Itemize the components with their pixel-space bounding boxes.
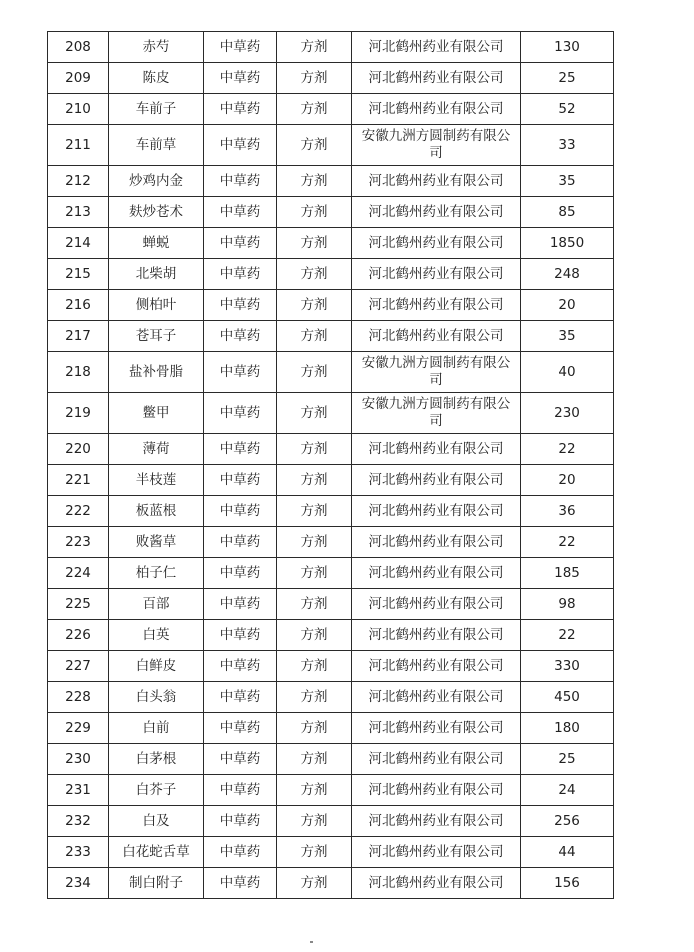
cell-company [352,465,521,496]
table-row [48,259,614,290]
cell-drug-name: 薄荷 [109,434,204,465]
cell-quantity: 33 [521,125,614,166]
table-row [48,589,614,620]
cell-company [352,713,521,744]
cell-drug-name: 白芥子 [109,775,204,806]
cell-category: 中草药 [204,837,277,868]
scan-speck [310,941,313,943]
cell-company [352,837,521,868]
cell-number: 220 [48,434,109,465]
company-text: 河北鹤州药业有限公司 [368,750,504,767]
cell-quantity: 20 [521,465,614,496]
table-row [48,744,614,775]
cell-company [352,321,521,352]
table-row [48,465,614,496]
cell-drug-name: 白及 [109,806,204,837]
cell-number: 210 [48,94,109,125]
cell-category: 中草药 [204,352,277,393]
company-text: 河北鹤州药业有限公司 [368,719,504,736]
cell-drug-name: 败酱草 [109,527,204,558]
cell-company [352,393,521,434]
cell-number: 225 [48,589,109,620]
cell-quantity: 22 [521,527,614,558]
cell-quantity: 185 [521,558,614,589]
company-text: 河北鹤州药业有限公司 [368,471,504,488]
table-row [48,63,614,94]
table-row [48,682,614,713]
cell-quantity: 1850 [521,228,614,259]
cell-category: 中草药 [204,775,277,806]
cell-quantity: 24 [521,775,614,806]
cell-category: 中草药 [204,166,277,197]
cell-type: 方剂 [277,558,352,589]
cell-drug-name: 白前 [109,713,204,744]
cell-quantity: 40 [521,352,614,393]
cell-category: 中草药 [204,620,277,651]
cell-drug-name: 白鲜皮 [109,651,204,682]
cell-number: 228 [48,682,109,713]
cell-type: 方剂 [277,434,352,465]
cell-quantity: 230 [521,393,614,434]
table-row [48,868,614,899]
drug-inventory-table [47,31,614,899]
cell-drug-name: 白花蛇舌草 [109,837,204,868]
cell-category: 中草药 [204,744,277,775]
cell-drug-name: 炒鸡内金 [109,166,204,197]
cell-quantity: 98 [521,589,614,620]
cell-category: 中草药 [204,321,277,352]
cell-drug-name: 麸炒苍术 [109,197,204,228]
cell-type: 方剂 [277,259,352,290]
table-row [48,713,614,744]
cell-category: 中草药 [204,63,277,94]
company-text: 河北鹤州药业有限公司 [368,440,504,457]
cell-company [352,775,521,806]
cell-category: 中草药 [204,259,277,290]
cell-company [352,32,521,63]
cell-number: 216 [48,290,109,321]
cell-type: 方剂 [277,496,352,527]
cell-company [352,558,521,589]
cell-drug-name: 白头翁 [109,682,204,713]
cell-drug-name: 侧柏叶 [109,290,204,321]
company-text: 河北鹤州药业有限公司 [368,502,504,519]
cell-category: 中草药 [204,94,277,125]
cell-number: 209 [48,63,109,94]
cell-number: 212 [48,166,109,197]
cell-drug-name: 车前草 [109,125,204,166]
cell-company [352,620,521,651]
table-row [48,527,614,558]
cell-company [352,682,521,713]
cell-type: 方剂 [277,713,352,744]
cell-category: 中草药 [204,682,277,713]
table-row [48,321,614,352]
cell-category: 中草药 [204,527,277,558]
company-text: 河北鹤州药业有限公司 [368,172,504,189]
company-text: 河北鹤州药业有限公司 [368,657,504,674]
company-text: 河北鹤州药业有限公司 [368,234,504,251]
company-text: 河北鹤州药业有限公司 [368,781,504,798]
table-row [48,393,614,434]
cell-category: 中草药 [204,290,277,321]
table-row [48,651,614,682]
cell-type: 方剂 [277,393,352,434]
table-row [48,558,614,589]
cell-quantity: 44 [521,837,614,868]
cell-number: 217 [48,321,109,352]
cell-quantity: 248 [521,259,614,290]
cell-category: 中草药 [204,197,277,228]
cell-drug-name: 车前子 [109,94,204,125]
cell-drug-name: 白茅根 [109,744,204,775]
cell-drug-name: 北柴胡 [109,259,204,290]
cell-category: 中草药 [204,589,277,620]
cell-type: 方剂 [277,228,352,259]
cell-type: 方剂 [277,290,352,321]
company-text: 河北鹤州药业有限公司 [368,69,504,86]
cell-company [352,125,521,166]
cell-quantity: 35 [521,166,614,197]
cell-number: 226 [48,620,109,651]
cell-number: 223 [48,527,109,558]
cell-category: 中草药 [204,32,277,63]
table-row [48,290,614,321]
table-row [48,32,614,63]
cell-drug-name: 白英 [109,620,204,651]
cell-number: 232 [48,806,109,837]
cell-category: 中草药 [204,806,277,837]
company-text: 安徽九洲方圆制药有限公司 [361,128,511,161]
cell-category: 中草药 [204,434,277,465]
cell-number: 233 [48,837,109,868]
cell-quantity: 22 [521,434,614,465]
cell-quantity: 256 [521,806,614,837]
table-row [48,496,614,527]
cell-number: 208 [48,32,109,63]
cell-company [352,352,521,393]
table-row [48,620,614,651]
cell-category: 中草药 [204,651,277,682]
cell-drug-name: 板蓝根 [109,496,204,527]
cell-drug-name: 蝉蜕 [109,228,204,259]
table-body [48,32,614,899]
cell-drug-name: 苍耳子 [109,321,204,352]
cell-company [352,290,521,321]
cell-category: 中草药 [204,868,277,899]
cell-category: 中草药 [204,228,277,259]
cell-number: 219 [48,393,109,434]
company-text: 河北鹤州药业有限公司 [368,327,504,344]
company-text: 河北鹤州药业有限公司 [368,812,504,829]
company-text: 河北鹤州药业有限公司 [368,626,504,643]
cell-type: 方剂 [277,94,352,125]
cell-number: 211 [48,125,109,166]
cell-quantity: 180 [521,713,614,744]
cell-number: 234 [48,868,109,899]
cell-company [352,744,521,775]
cell-type: 方剂 [277,744,352,775]
cell-type: 方剂 [277,352,352,393]
cell-company [352,228,521,259]
cell-number: 214 [48,228,109,259]
cell-quantity: 130 [521,32,614,63]
cell-drug-name: 百部 [109,589,204,620]
cell-quantity: 330 [521,651,614,682]
cell-number: 222 [48,496,109,527]
table-row [48,197,614,228]
company-text: 河北鹤州药业有限公司 [368,203,504,220]
cell-quantity: 85 [521,197,614,228]
cell-drug-name: 半枝莲 [109,465,204,496]
cell-type: 方剂 [277,321,352,352]
cell-type: 方剂 [277,651,352,682]
cell-company [352,527,521,558]
cell-number: 221 [48,465,109,496]
table-row [48,125,614,166]
cell-type: 方剂 [277,166,352,197]
cell-type: 方剂 [277,465,352,496]
cell-type: 方剂 [277,837,352,868]
cell-company [352,496,521,527]
cell-type: 方剂 [277,125,352,166]
table-row [48,434,614,465]
cell-company [352,166,521,197]
cell-type: 方剂 [277,775,352,806]
company-text: 河北鹤州药业有限公司 [368,100,504,117]
cell-company [352,868,521,899]
cell-type: 方剂 [277,620,352,651]
cell-number: 218 [48,352,109,393]
cell-number: 215 [48,259,109,290]
cell-type: 方剂 [277,197,352,228]
cell-type: 方剂 [277,589,352,620]
cell-company [352,806,521,837]
cell-category: 中草药 [204,393,277,434]
cell-category: 中草药 [204,496,277,527]
cell-quantity: 25 [521,63,614,94]
company-text: 河北鹤州药业有限公司 [368,533,504,550]
company-text: 河北鹤州药业有限公司 [368,688,504,705]
cell-number: 230 [48,744,109,775]
cell-type: 方剂 [277,527,352,558]
company-text: 河北鹤州药业有限公司 [368,564,504,581]
cell-drug-name: 陈皮 [109,63,204,94]
cell-quantity: 20 [521,290,614,321]
cell-type: 方剂 [277,868,352,899]
cell-number: 213 [48,197,109,228]
company-text: 安徽九洲方圆制药有限公司 [361,355,511,388]
table-row [48,352,614,393]
cell-drug-name: 盐补骨脂 [109,352,204,393]
company-text: 安徽九洲方圆制药有限公司 [361,396,511,429]
cell-type: 方剂 [277,806,352,837]
cell-number: 229 [48,713,109,744]
table-row [48,806,614,837]
cell-number: 231 [48,775,109,806]
cell-drug-name: 柏子仁 [109,558,204,589]
cell-quantity: 52 [521,94,614,125]
cell-drug-name: 制白附子 [109,868,204,899]
cell-category: 中草药 [204,465,277,496]
cell-quantity: 450 [521,682,614,713]
cell-drug-name: 鳖甲 [109,393,204,434]
cell-category: 中草药 [204,713,277,744]
cell-drug-name: 赤芍 [109,32,204,63]
table-row [48,837,614,868]
cell-quantity: 156 [521,868,614,899]
company-text: 河北鹤州药业有限公司 [368,265,504,282]
cell-company [352,197,521,228]
company-text: 河北鹤州药业有限公司 [368,296,504,313]
table-row [48,166,614,197]
company-text: 河北鹤州药业有限公司 [368,38,504,55]
cell-quantity: 36 [521,496,614,527]
cell-type: 方剂 [277,32,352,63]
table-row [48,94,614,125]
cell-quantity: 35 [521,321,614,352]
cell-category: 中草药 [204,558,277,589]
cell-quantity: 22 [521,620,614,651]
company-text: 河北鹤州药业有限公司 [368,874,504,891]
cell-company [352,63,521,94]
cell-category: 中草药 [204,125,277,166]
table-row [48,775,614,806]
company-text: 河北鹤州药业有限公司 [368,595,504,612]
company-text: 河北鹤州药业有限公司 [368,843,504,860]
cell-number: 227 [48,651,109,682]
cell-number: 224 [48,558,109,589]
cell-company [352,434,521,465]
cell-type: 方剂 [277,682,352,713]
cell-type: 方剂 [277,63,352,94]
cell-company [352,259,521,290]
cell-company [352,589,521,620]
cell-quantity: 25 [521,744,614,775]
table-row [48,228,614,259]
cell-company [352,651,521,682]
cell-company [352,94,521,125]
